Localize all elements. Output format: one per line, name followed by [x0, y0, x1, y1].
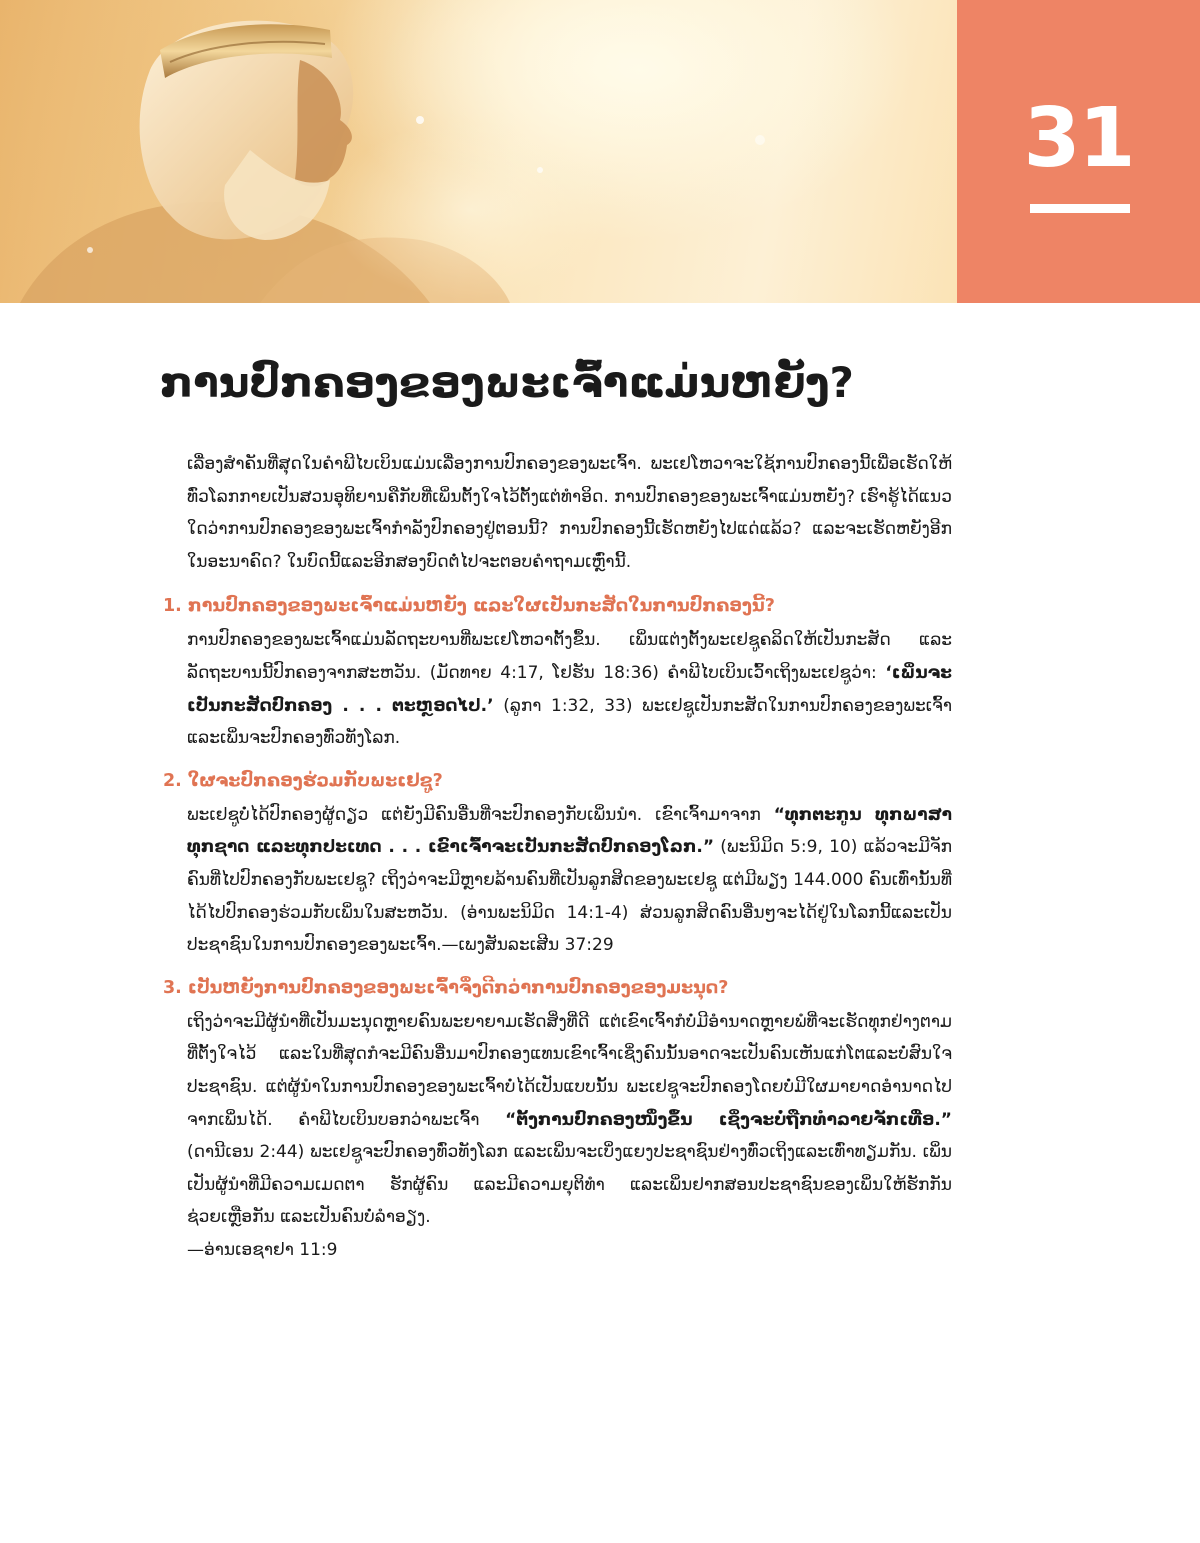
page-title: ການປົກຄອງຂອງພະເຈົ້າແມ່ນຫຍັງ? — [160, 358, 854, 407]
king-illustration — [0, 0, 957, 303]
answer-text: (ລູກາ 1:32, 33) ພະເຢຊູເປັນກະສັດໃນການປົກຄອງຂອງພະເຈົ້າ ແລະເພິ່ນຈະປົກຄອງທົ່ວທັງໂລກ. — [187, 695, 952, 749]
scripture-quote: ‘ເພິ່ນຈະເປັນກະສັດປົກຄອງ . . . ຕະຫຼອດໄປ.’ — [187, 662, 952, 716]
lesson-number: 31 — [1023, 91, 1134, 186]
section-3 — [163, 972, 952, 1267]
question-heading: 1. ການປົກຄອງຂອງພະເຈົ້າແມ່ນຫຍັງ ແລະໃຜເປັນກະສັດໃນການປົກຄອງນີ້? — [163, 596, 775, 617]
answer-paragraph — [187, 1006, 952, 1267]
answer-text: (ດານີເອນ 2:44) ພະເຢຊູຈະປົກຄອງທົ່ວທັງໂລກ ແລະເພິ່ນຈະເບິ່ງແຍງປະຊາຊົນຢ່າງທົ່ວເຖິງແລະເທົ່າທຽມກັນ. ເພິ່ນເປັນຜູ້ນຳທີ່ມີຄວາມເມດຕາ ຮັກຜູ້ຄົນ ແລະມີຄວາມຍຸຕິທຳ ແລະເພິ່ນຢາກສອນປະຊາຊົນຂອງເພິ່ນໃຫ້ຮັກກັນ ຊ່ວຍເຫຼືອກັນ ແລະເປັນຄົນບໍ່ລຳອຽງ. — [187, 1142, 952, 1228]
answer-text: (ພະນິມິດ 5:9, 10) ແລ້ວຈະມີຈັກຄົນທີ່ໄປປົກຄອງກັບພະເຢຊູ? ເຖິງວ່າຈະມີຫຼາຍລ້ານຄົນທີ່ເປັນລູກສິດຂອງພະເຢຊູ ແຕ່ມີພຽງ 144.000 ຄົນເທົ່ານັ້ນທີ່ໄດ້ໄປປົກຄອງຮ່ວມກັບເພິ່ນໃນສະຫວັນ. (ອ່ານພະນິມິດ 14:1-4) ສ່ວນລູກສິດຄົນອື່ນໆຈະໄດ້ຢູ່ໃນໂລກນີ້ແລະເປັນປະຊາຊົນໃນການປົກຄອງຂອງພະເຈົ້າ.—ເພງສັນລະເສີນ 37:29 — [187, 837, 952, 956]
lesson-body — [163, 448, 952, 1276]
answer-text: ການປົກຄອງຂອງພະເຈົ້າແມ່ນລັດຖະບານທີ່ພະເຢໂຫວາຕັ້ງຂຶ້ນ. ເພິ່ນແຕ່ງຕັ້ງພະເຢຊູຄລິດໃຫ້ເປັນກະສັດ ແລະລັດຖະບານນີ້ປົກຄອງຈາກສະຫວັນ. (ມັດທາຍ 4:17, ໂຢຮັນ 18:36) ຄຳພີໄບເບິນເວົ້າເຖິງພະເຢຊູວ່າ: — [187, 630, 952, 683]
answer-text: ພະເຢຊູບໍ່ໄດ້ປົກຄອງຜູ້ດຽວ ແຕ່ຍັງມີຄົນອື່ນທີ່ຈະປົກຄອງກັບເພິ່ນນຳ. ເຂົາເຈົ້າມາຈາກ — [187, 804, 774, 825]
lesson-number-box — [957, 0, 1200, 303]
intro-paragraph: ເລື່ອງສຳຄັນທີ່ສຸດໃນຄຳພີໄບເບິນແມ່ນເລື່ອງການປົກຄອງຂອງພະເຈົ້າ. ພະເຢໂຫວາຈະໃຊ້ການປົກຄອງນີ້ເພື່ອເຮັດໃຫ້ທົ່ວໂລກກາຍເປັນສວນອຸທິຍານຄືກັບທີ່ເພິ່ນຕັ້ງໃຈໄວ້ຕັ້ງແຕ່ທຳອິດ. ການປົກຄອງຂອງພະເຈົ້າແມ່ນຫຍັງ? ເຮົາຮູ້ໄດ້ແນວໃດວ່າການປົກຄອງຂອງພະເຈົ້າກຳລັງປົກຄອງຢູ່ຕອນນີ້? ການປົກຄອງນີ້ເຮັດຫຍັງໄປແດ່ແລ້ວ? ແລະຈະເຮັດຫຍັງອີກໃນອະນາຄົດ? ໃນບົດນີ້ແລະອີກສອງບົດຕໍ່ໄປຈະຕອບຄຳຖາມເຫຼົ່ານີ້. — [187, 454, 952, 572]
hero-image — [0, 0, 957, 303]
answer-paragraph — [187, 624, 952, 754]
lesson-number-underline — [1030, 204, 1130, 213]
section-1 — [163, 590, 952, 754]
scripture-quote: “ທຸກຕະກູນ ທຸກພາສາ ທຸກຊາດ ແລະທຸກປະເທດ . . . ເຂົາເຈົ້າຈະເປັນກະສັດປົກຄອງໂລກ.” — [187, 804, 952, 858]
scripture-quote: “ຕັ້ງການປົກຄອງໜຶ່ງຂຶ້ນ ເຊິ່ງຈະບໍ່ຖືກທຳລາຍຈັກເທື່ອ.” — [505, 1109, 952, 1130]
answer-text: ເຖິງວ່າຈະມີຜູ້ນຳທີ່ເປັນມະນຸດຫຼາຍຄົນພະຍາຍາມເຮັດສິ່ງທີ່ດີ ແຕ່ເຂົາເຈົ້າກໍບໍ່ມີອຳນາດຫຼາຍພໍທີ່ຈະເຮັດທຸກຢ່າງຕາມທີ່ຕັ້ງໃຈໄວ້ ແລະໃນທີ່ສຸດກໍຈະມີຄົນອື່ນມາປົກຄອງແທນເຂົາເຈົ້າເຊິ່ງຄົນນັ້ນອາດຈະເປັນຄົນເຫັນແກ່ໂຕແລະບໍ່ສົນໃຈປະຊາຊົນ. ແຕ່ຜູ້ນຳໃນການປົກຄອງຂອງພະເຈົ້າບໍ່ໄດ້ເປັນແບບນັ້ນ ພະເຢຊູຈະປົກຄອງໂດຍບໍ່ມີໃຜມາຍາດອຳນາດໄປຈາກເພິ່ນໄດ້. ຄຳພີໄບເບິນບອກວ່າພະເຈົ້າ — [187, 1011, 952, 1130]
section-2 — [163, 765, 952, 962]
question-heading: 2. ໃຜຈະປົກຄອງຮ່ວມກັບພະເຢຊູ? — [163, 770, 443, 791]
scripture-reference: —ອ່ານເອຊາຢາ 11:9 — [187, 1239, 338, 1260]
answer-paragraph — [187, 799, 952, 962]
question-heading: 3. ເປັນຫຍັງການປົກຄອງຂອງພະເຈົ້າຈຶ່ງດີກວ່າການປົກຄອງຂອງມະນຸດ? — [163, 977, 729, 998]
